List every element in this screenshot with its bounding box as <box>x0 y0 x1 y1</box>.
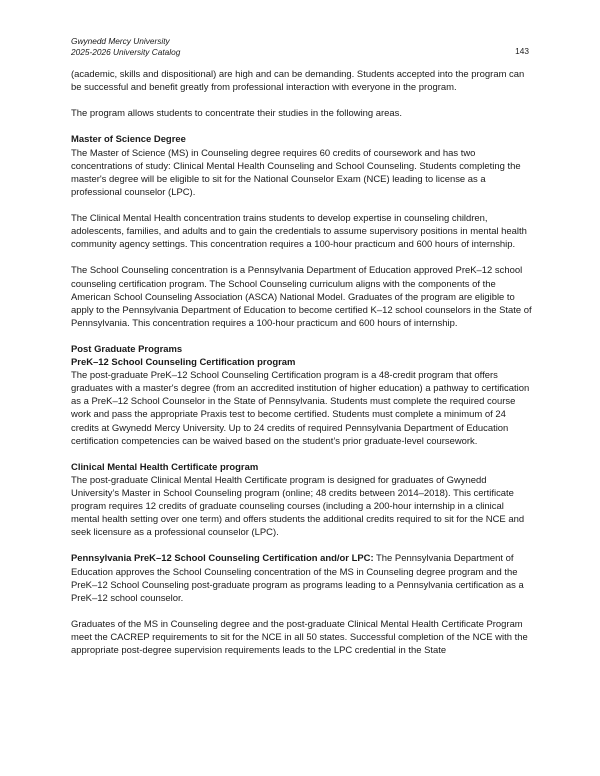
pg-heading: Post Graduate Programs <box>71 343 183 355</box>
intro-paragraph: (academic, skills and dispositional) are high and can be demanding. Students accepted into the program can be successful and benefit greatly from professional interaction with everyone in the program. <box>71 69 525 94</box>
ms-section <box>71 133 533 198</box>
pa-paragraph: The Pennsylvania Department of Education approves the School Counseling concentration of the MS in Counseling degree program and the PreK–12 School Counseling post-graduate program as programs leading to a Pennsylvania certification as a PreK–12 school counselor. <box>71 553 524 604</box>
cmh-paragraph: The Clinical Mental Health concentration trains students to develop expertise in counseling children, adolescents, families, and adults and to gain the credentials to assume supervisory positions in mental health community agency settings. This concentration requires a 100-hour practicum and 600 hours of internship. <box>71 213 527 251</box>
ms-paragraph: The Master of Science (MS) in Counseling degree requires 60 credits of coursework and has two concentrations of study: Clinical Mental Health Counseling and School Counseling. Students completing the master's degree will be eligible to sit for the National Counselor Exam (NCE) leading to license as a professional counselor (LPC). <box>71 147 521 198</box>
university-name: Gwynedd Mercy University <box>71 36 170 46</box>
pg-section <box>71 343 533 448</box>
areas-paragraph: The program allows students to concentrate their studies in the following areas. <box>71 108 403 120</box>
cmhc-section <box>71 461 533 540</box>
pk-heading: PreK–12 School Counseling Certification program <box>71 357 296 369</box>
page-header <box>71 36 531 57</box>
graduates-paragraph: Graduates of the MS in Counseling degree and the post-graduate Clinical Mental Health Certificate Program meet the CACREP requirements to sit for the NCE in all 50 states. Successful completion of the NCE with the appropriate post-degree supervision requirements leads to the LPC credential in the State <box>71 618 528 657</box>
cmhc-heading: Clinical Mental Health Certificate program <box>71 461 259 473</box>
page-number: 143 <box>515 46 529 56</box>
sc-paragraph: The School Counseling concentration is a Pennsylvania Department of Education approved PreK–12 school counseling certification program. The School Counseling curriculum aligns with the components of the American School Counseling Association (ASCA) National Model. Graduates of the program are eligible to apply to the Pennsylvania Department of Education to become certified K–12 school counselors in the State of Pennsylvania. This concentration requires a 100-hour practicum and 600 hours of internship. <box>71 265 532 329</box>
pa-section <box>71 552 533 604</box>
page-body <box>71 68 533 657</box>
ms-heading: Master of Science Degree <box>71 134 186 146</box>
pk-paragraph: The post-graduate PreK–12 School Counseling Certification program is a 48-credit program that offers graduates with a master's degree (from an accredited institution of higher education) a pathway to certification as a PreK–12 School Counselor in the State of Pennsylvania. Students must complete the required course work and pass the appropriate Praxis test to become certified. Students must complete a minimum of 24 credits at Gwynedd Mercy University. Up to 24 credits of required Pennsylvania Department of Education certification competencies can be waived based on the student’s prior graduate-level coursework. <box>71 370 530 447</box>
pa-heading: Pennsylvania PreK–12 School Counseling Certification and/or LPC: <box>71 553 374 565</box>
catalog-title: 2025-2026 University Catalog <box>71 46 181 57</box>
cmhc-paragraph: The post-graduate Clinical Mental Health Certificate program is designed for graduates of Gwynedd University’s Master in School Counseling program (online; 48 credits between 2014–2018). This certificate program requires 12 credits of graduate counseling courses (including a 200-hour internship in a clinical mental health setting over one term) and offers students the additional credits required to sit for the NCE and seek licensure as a professional counselor (LPC). <box>71 474 525 539</box>
